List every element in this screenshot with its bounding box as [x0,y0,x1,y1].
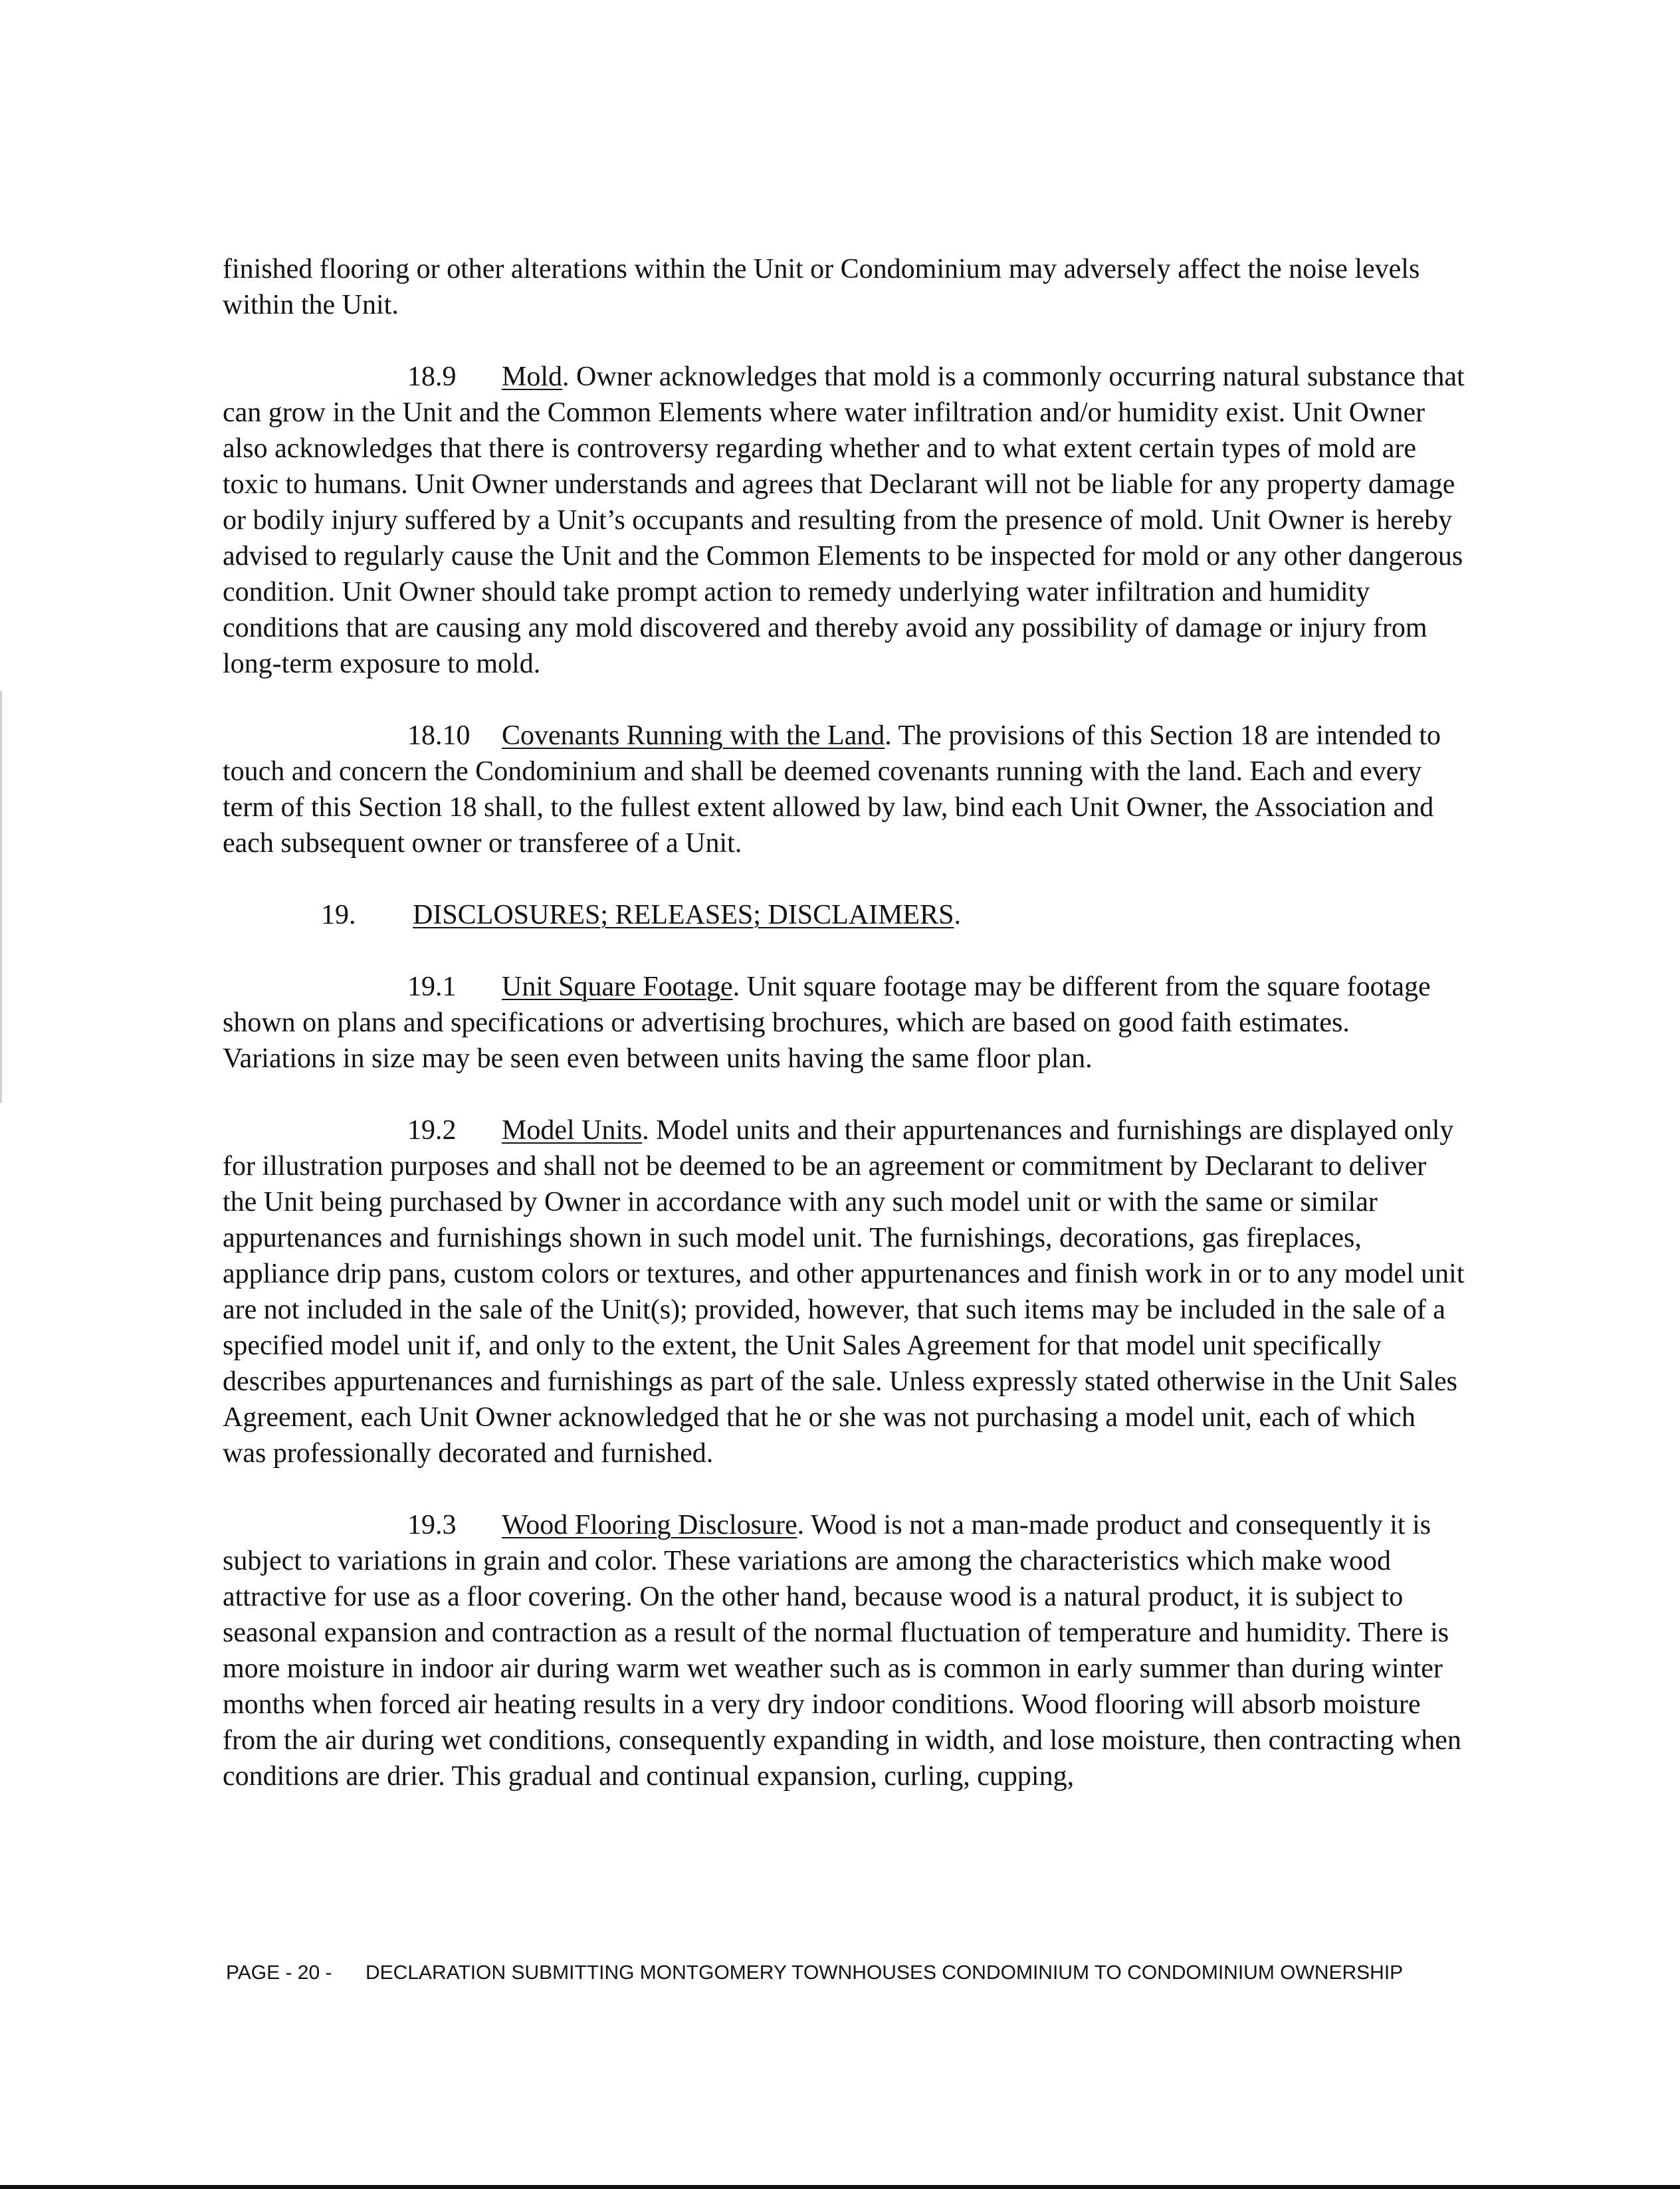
section-title: DISCLOSURES; RELEASES; DISCLAIMERS [413,900,954,930]
section-title: Wood Flooring Disclosure [502,1510,797,1540]
section-text: . Wood is not a man-made product and consequently it is subject to variations in grain and color. These variations are among the characteristics which make wood attractive for use as a floor covering. On the other hand, because wood is a natural product, it is subject to seasonal expansion and contraction as a result of the normal fluctuation of temperature and humidity. There is more moisture in indoor air during warm wet weather such as is common in early summer than during winter months when forced air heating results in a very dry indoor conditions. Wood flooring will absorb moisture from the air during wet conditions, consequently expanding in width, and lose moisture, then contracting when conditions are drier. This gradual and continual expansion, curling, cupping, [223,1510,1461,1792]
continuation-paragraph: finished flooring or other alterations within the Unit or Condominium may adversely affect the noise levels within the Unit. [223,254,1420,320]
section-19-2 [223,1112,1465,1471]
section-18-10 [223,718,1465,861]
section-title: Unit Square Footage [502,972,733,1002]
section-text: . Model units and their appurtenances and furnishings are displayed only for illustration purposes and shall not be deemed to be an agreement or commitment by Declarant to deliver the Unit being purchased by Owner in accordance with any such model unit or with the same or similar appurtenances and furnishings shown in such model unit. The furnishings, decorations, gas fireplaces, appliance drip pans, custom colors or textures, and other appurtenances and finish work in or to any model unit are not included in the sale of the Unit(s); provided, however, that such items may be included in the sale of a specified model unit if, and only to the extent, the Unit Sales Agreement for that model unit specifically describes appurtenances and furnishings as part of the sale. Unless expressly stated otherwise in the Unit Sales Agreement, each Unit Owner acknowledged that he or she was not purchasing a model unit, each of which was professionally decorated and furnished. [223,1115,1465,1469]
section-number: 19. [321,900,356,930]
section-text: . The provisions of this Section 18 are intended to touch and concern the Condominium and shall be deemed covenants running with the land. Each and every term of this Section 18 shall, to the fullest extent allowed by law, bind each Unit Owner, the Association and each subsequent owner or transferee of a Unit. [223,720,1441,859]
scan-bottom-edge [0,2185,1680,2189]
document-body [223,251,1465,1830]
page-number: PAGE - 20 - [226,1962,332,1984]
section-number: 19.3 [407,1510,457,1540]
section-text: . Unit square footage may be different from the square footage shown on plans and specifications or advertising brochures, which are based on good faith estimates. Variations in size may be seen even between units having the same floor plan. [223,972,1431,1074]
section-text: . Owner acknowledges that mold is a commonly occurring natural substance that can grow in the Unit and the Common Elements where water infiltration and/or humidity exist. Unit Owner also acknowledges that there is controversy regarding whether and to what extent certain types of mold are toxic to humans. Unit Owner understands and agrees that Declarant will not be liable for any property damage or bodily injury suffered by a Unit’s occupants and resulting from the presence of mold. Unit Owner is hereby advised to regularly cause the Unit and the Common Elements to be inspected for mold or any other dangerous condition. Unit Owner should take prompt action to remedy underlying water infiltration and humidity conditions that are causing any mold discovered and thereby avoid any possibility of damage or injury from long-term exposure to mold. [223,362,1465,679]
section-19-1 [223,969,1465,1077]
scan-edge-mark [0,691,2,1103]
section-title: Covenants Running with the Land [502,720,885,751]
section-19-heading [223,897,1465,933]
section-number: 19.1 [407,972,457,1002]
page-footer [226,1960,1489,1986]
section-title: Mold [502,362,563,392]
footer-document-title: DECLARATION SUBMITTING MONTGOMERY TOWNHOUSES CONDOMINIUM TO CONDOMINIUM OWNERSHIP [366,1962,1404,1984]
section-title: Model Units [502,1115,643,1146]
section-number: 19.2 [407,1115,457,1146]
section-number: 18.9 [407,362,457,392]
section-19-3 [223,1507,1465,1794]
section-18-9 [223,359,1465,682]
heading-suffix: . [954,900,961,930]
section-number: 18.10 [407,720,471,751]
